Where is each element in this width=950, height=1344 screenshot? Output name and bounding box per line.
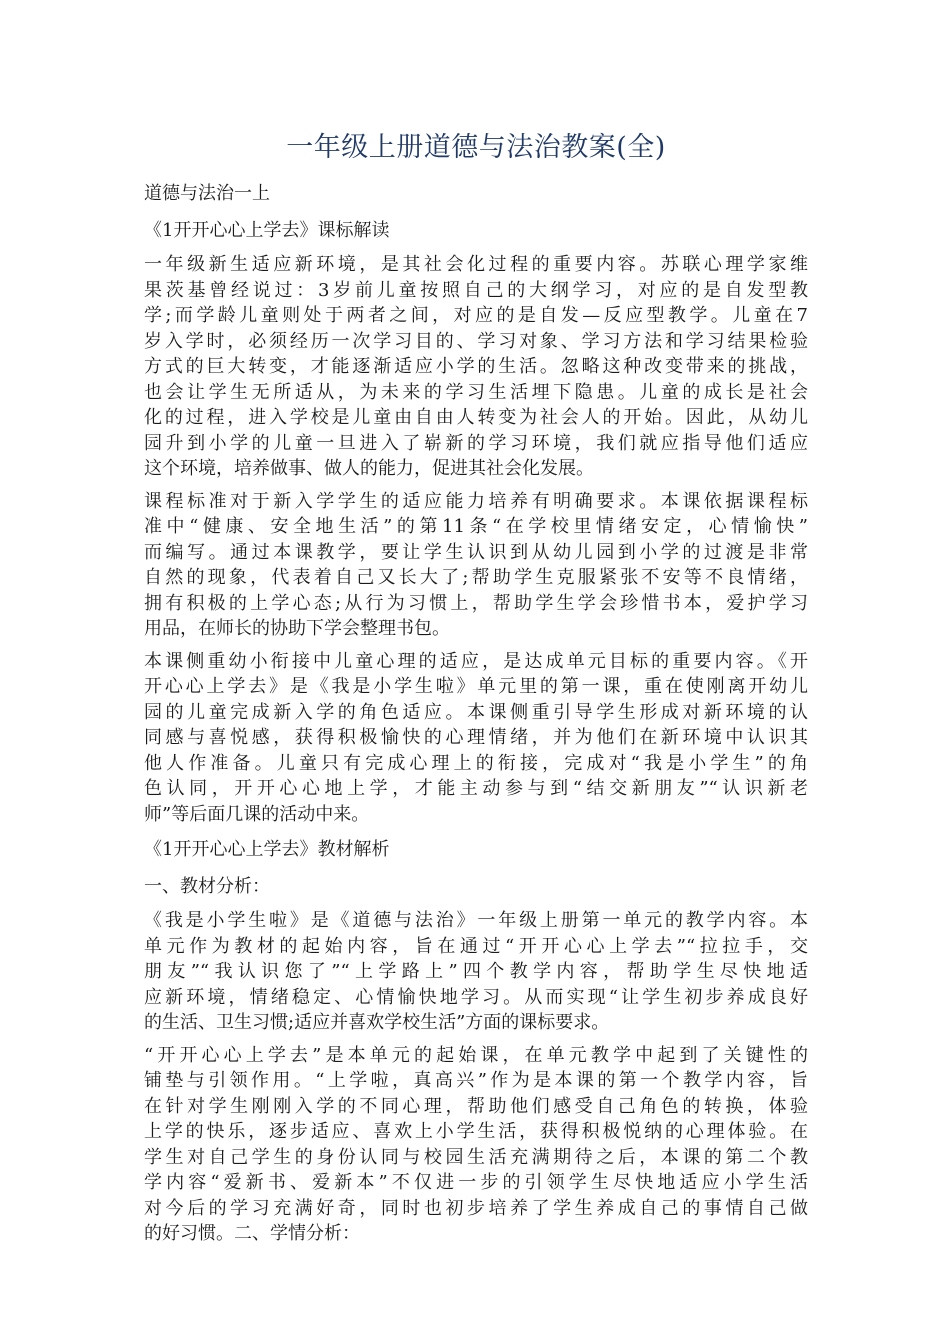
text-line: 这个环境，培养做事、做人的能力，促进其社会化发展。 bbox=[144, 458, 594, 479]
text-line: 师”等后面几课的活动中来。 bbox=[144, 803, 370, 825]
text-line: 本课侧重幼小衔接中儿童心理的适应，是达成单元目标的重要内容。《开 bbox=[144, 650, 808, 672]
text-line: 化的过程，进入学校是儿童由自由人转变为社会人的开始。因此，从幼儿 bbox=[144, 407, 808, 428]
text-line: 朋友”“我认识您了”“上学路上”四个教学内容，帮助学生尽快地适 bbox=[144, 961, 808, 982]
text-line: 准中“健康、安全地生活”的第11条“在学校里情绪安定，心情愉快” bbox=[144, 516, 808, 537]
text-line: 单元作为教材的起始内容，旨在通过“开开心心上学去”“拉拉手，交 bbox=[144, 935, 808, 957]
text-line: 学;而学龄儿童则处于两者之间，对应的是自发—反应型教学。儿童在7 bbox=[144, 305, 808, 326]
paragraph-curriculum-1 bbox=[144, 252, 808, 482]
text-line: 色认同，开开心心地上学，才能主动参与到“结交新朋友”“认识新老 bbox=[144, 778, 808, 799]
text-line: 而编写。通过本课教学，要让学生认识到从幼儿园到小学的过渡是非常 bbox=[144, 541, 808, 563]
subject-line: 道德与法治一上 bbox=[144, 183, 270, 204]
paragraph-curriculum-3 bbox=[144, 649, 808, 828]
text-line: 开心心上学去》是《我是小学生啦》单元里的第一课，重在使刚离开幼儿 bbox=[144, 676, 808, 697]
text-line: 自然的现象，代表着自己又长大了;帮助学生克服紧张不安等不良情绪， bbox=[144, 567, 808, 588]
subsection-heading-analysis: 一、教材分析： bbox=[144, 876, 270, 897]
text-line: 果茨基曾经说过：3岁前儿童按照自己的大纲学习，对应的是自发型教 bbox=[144, 279, 808, 301]
document-content bbox=[144, 126, 808, 1254]
text-line: 《我是小学生啦》是《道德与法治》一年级上册第一单元的教学内容。本 bbox=[144, 910, 808, 931]
text-line: 铺垫与引领作用。“上学啦，真高兴”作为是本课的第一个教学内容，旨 bbox=[144, 1070, 808, 1091]
text-line: 学内容“爱新书、爱新本”不仅进一步的引领学生尽快地适应小学生活 bbox=[144, 1172, 808, 1193]
text-line: 应新环境，情绪稳定、心情愉快地学习。从而实现“让学生初步养成良好 bbox=[144, 986, 808, 1008]
text-line: “开开心心上学去”是本单元的起始课，在单元教学中起到了关键性的 bbox=[144, 1044, 808, 1066]
text-line: 用品，在师长的协助下学会整理书包。 bbox=[144, 618, 450, 639]
text-line: 学生对自己学生的身份认同与校园生活充满期待之后，本课的第二个教 bbox=[144, 1146, 808, 1168]
text-line: 园升到小学的儿童一旦进入了崭新的学习环境，我们就应指导他们适应 bbox=[144, 432, 808, 454]
text-line: 也会让学生无所适从，为未来的学习生活埋下隐患。儿童的成长是社会 bbox=[144, 381, 808, 403]
text-line: 的生活、卫生习惯;适应并喜欢学校生活”方面的课标要求。 bbox=[144, 1012, 610, 1033]
text-line: 的好习惯。二、学情分析： bbox=[144, 1223, 360, 1244]
text-line: 方式的巨大转变，才能逐渐适应小学的生活。忽略这种改变带来的挑战， bbox=[144, 356, 808, 377]
text-line: 在针对学生刚刚入学的不同心理，帮助他们感受自己角色的转换，体验 bbox=[144, 1095, 808, 1117]
paragraph-textbook-1 bbox=[144, 908, 808, 1036]
text-line: 对今后的学习充满好奇，同时也初步培养了学生养成自己的事情自己做 bbox=[144, 1197, 808, 1219]
text-line: 一年级新生适应新环境，是其社会化过程的重要内容。苏联心理学家维 bbox=[144, 254, 808, 275]
text-line: 课程标准对于新入学学生的适应能力培养有明确要求。本课依据课程标 bbox=[144, 490, 808, 512]
paragraph-textbook-2 bbox=[144, 1043, 808, 1247]
text-line: 同感与喜悦感，获得积极愉快的心理情绪，并为他们在新环境中认识其 bbox=[144, 727, 808, 748]
section-heading-textbook: 《1开开心心上学去》教材解析 bbox=[144, 839, 390, 860]
section-heading-curriculum: 《1开开心心上学去》课标解读 bbox=[144, 220, 390, 241]
text-line: 园的儿童完成新入学的角色适应。本课侧重引导学生形成对新环境的认 bbox=[144, 701, 808, 723]
text-line: 拥有积极的上学心态;从行为习惯上，帮助学生学会珍惜书本，爱护学习 bbox=[144, 592, 808, 614]
document-title: 一年级上册道德与法治教案(全) bbox=[286, 132, 666, 163]
text-line: 上学的快乐，逐步适应、喜欢上小学生活，获得积极悦纳的心理体验。在 bbox=[144, 1121, 808, 1142]
text-line: 他人作准备。儿童只有完成心理上的衔接，完成对“我是小学生”的角 bbox=[144, 752, 808, 774]
text-line: 岁入学时，必须经历一次学习目的、学习对象、学习方法和学习结果检验 bbox=[144, 330, 808, 352]
paragraph-curriculum-2 bbox=[144, 489, 808, 642]
